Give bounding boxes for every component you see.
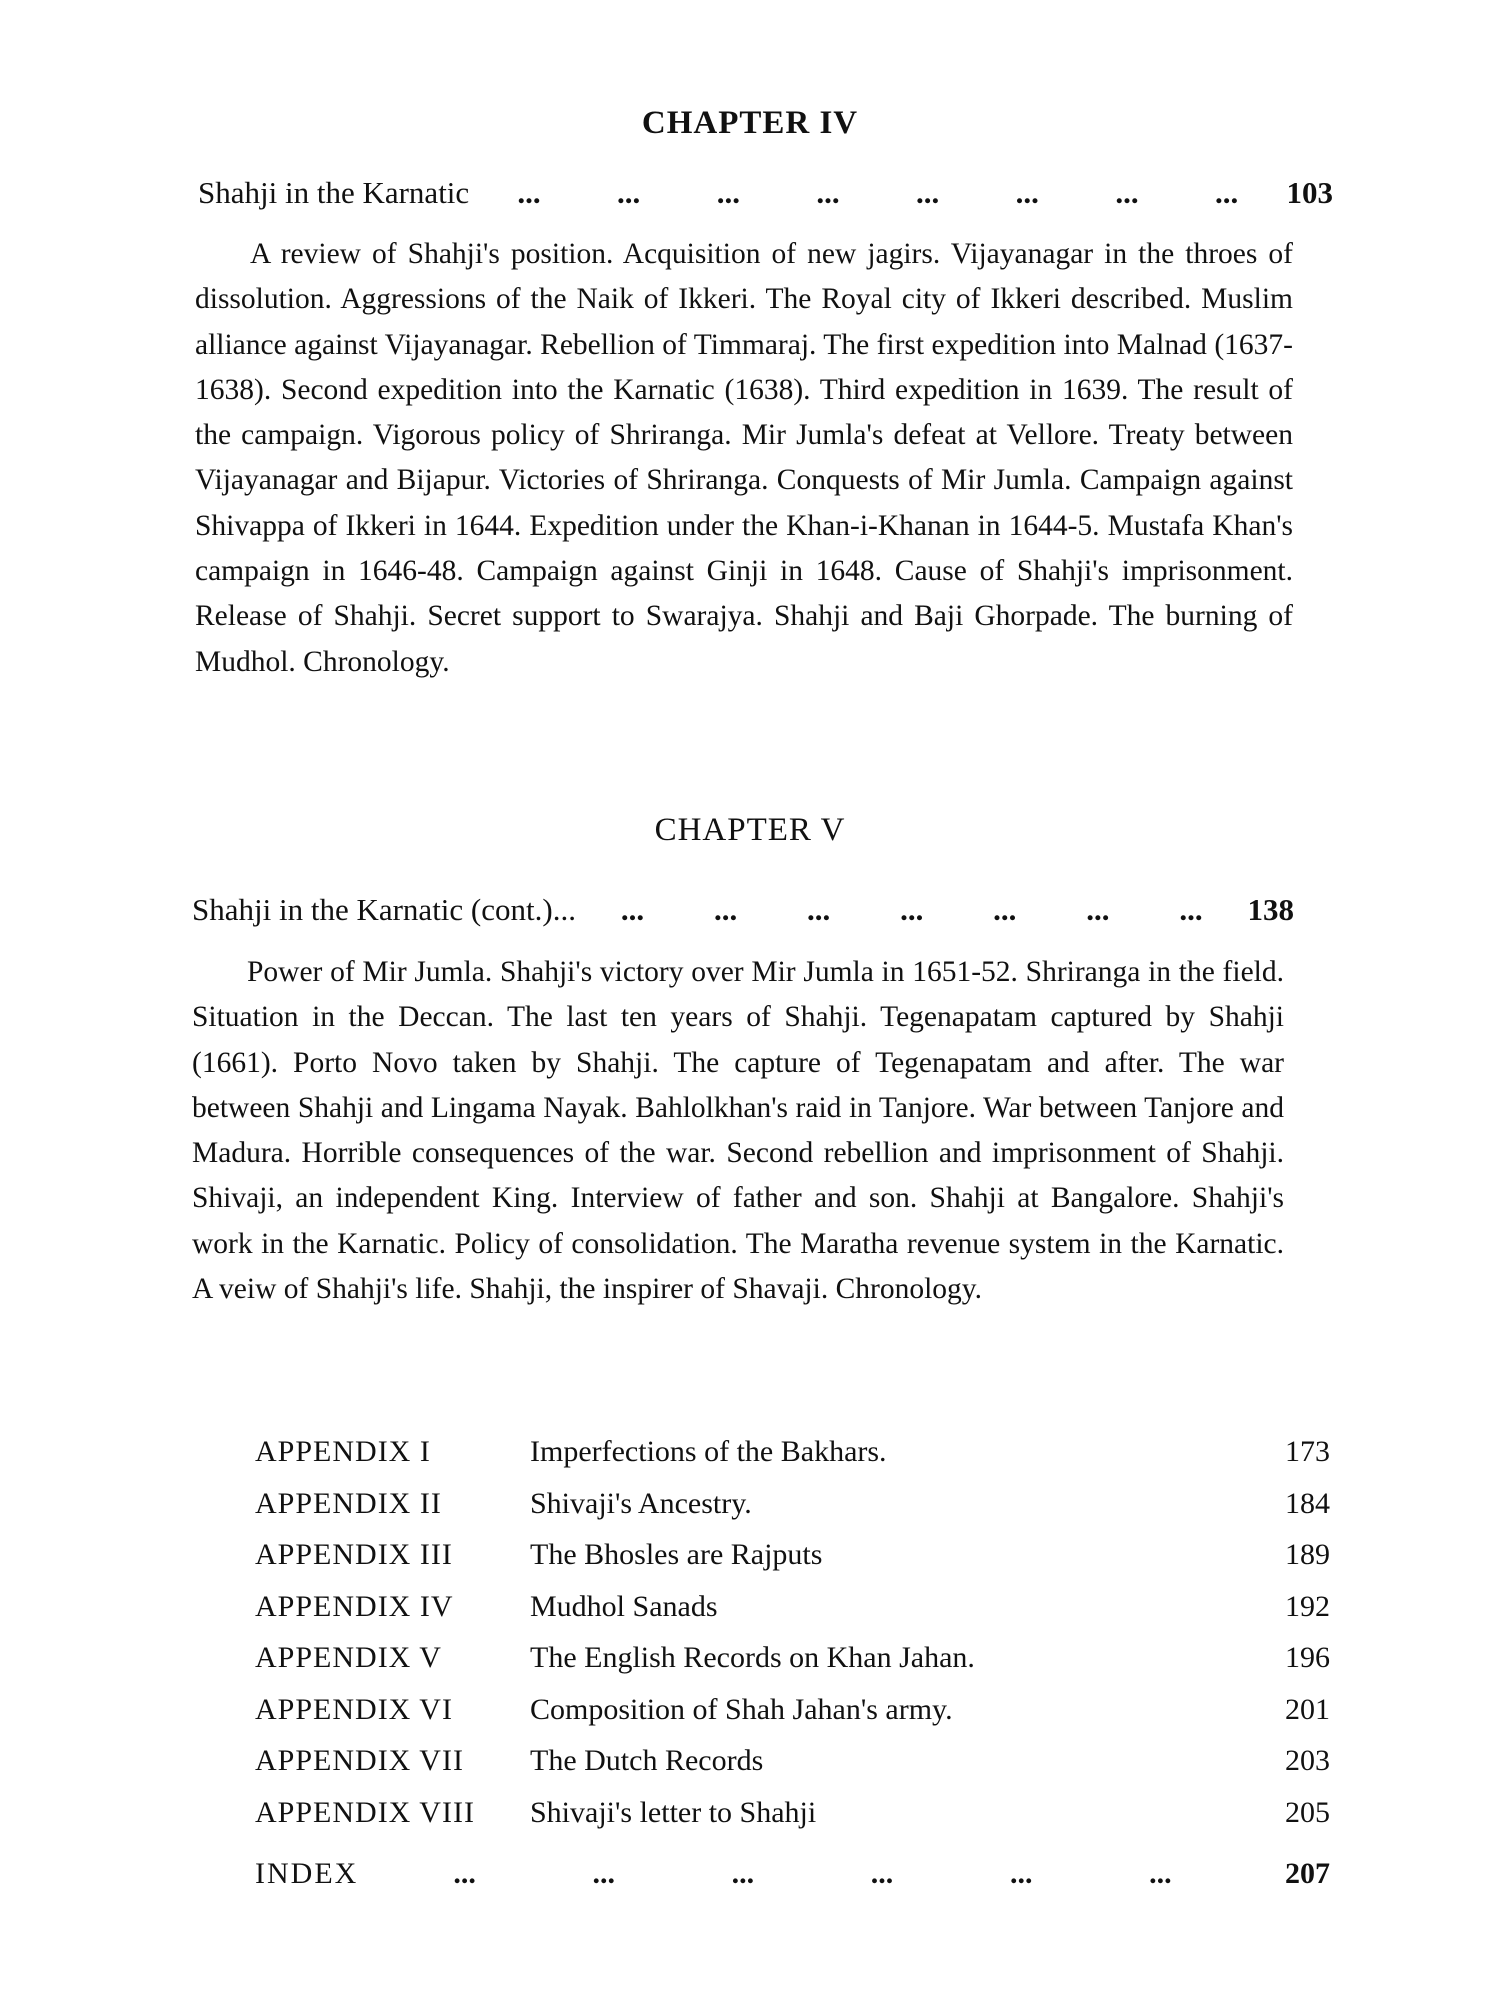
leader-dots <box>395 1857 1250 1891</box>
chapter-iv-heading: CHAPTER IV <box>641 105 859 141</box>
chapter-v-page-number: 138 <box>1247 892 1294 927</box>
appendix-page-number: 173 <box>1285 1435 1330 1468</box>
appendix-row <box>255 1487 1330 1539</box>
appendix-row <box>255 1693 1330 1745</box>
leader-dot: ... <box>592 1857 615 1890</box>
appendix-label: APPENDIX III <box>255 1538 453 1571</box>
leader-dot: ... <box>900 892 924 927</box>
appendix-page-number: 192 <box>1285 1589 1330 1623</box>
leader-dot: ... <box>617 175 641 210</box>
leader-dot: ... <box>731 1857 755 1890</box>
leader-dot: ... <box>916 175 940 210</box>
appendix-label: APPENDIX VIII <box>255 1795 475 1829</box>
appendix-label: APPENDIX V <box>255 1641 442 1674</box>
appendix-row <box>255 1538 1330 1590</box>
appendix-page-number: 196 <box>1285 1641 1330 1674</box>
appendix-list <box>255 1435 1330 1847</box>
appendix-label: APPENDIX I <box>255 1435 431 1468</box>
appendix-page-number: 205 <box>1285 1795 1330 1829</box>
appendix-title: The Bhosles are Rajputs <box>530 1538 823 1571</box>
leader-dot: ... <box>1214 175 1239 210</box>
appendix-page-number: 201 <box>1285 1692 1330 1726</box>
appendix-page-number: 189 <box>1285 1538 1330 1571</box>
chapter-iv-page-number: 103 <box>1286 175 1333 210</box>
appendix-row <box>255 1796 1330 1848</box>
chapter-iv-toc-entry <box>198 175 1333 211</box>
leader-dot: ... <box>1015 175 1039 210</box>
chapter-iv-title: Shahji in the Karnatic <box>198 175 470 210</box>
appendix-title: The Dutch Records <box>530 1744 764 1777</box>
appendix-title: Shivaji's letter to Shahji <box>530 1795 817 1829</box>
leader-dot: ... <box>453 1857 476 1890</box>
appendix-title: Imperfections of the Bakhars. <box>530 1435 887 1468</box>
leader-dot: ... <box>1115 175 1139 210</box>
leader-dot: ... <box>807 892 831 927</box>
appendix-title: Shivaji's Ancestry. <box>530 1486 752 1520</box>
leader-dots <box>469 175 1286 211</box>
leader-dot: ... <box>713 892 738 927</box>
chapter-iv-summary: A review of Shahji's position. Acquisition of new jagirs. Vijayanagar in the throes of dissolution. Aggressions of the Naik of Ikkeri. The Royal city of Ikkeri described. Muslim alliance against Vijayanagar. Rebellion of Timmaraj. The first expedition into Malnad (1637-1638). Second expedition into the Karnatic (1638). Third expedition in 1639. The result of the campaign. Vigorous policy of Shriranga. Mir Jumla's defeat at Vellore. Treaty between Vijayanagar and Bijapur. Victories of Shriranga. Conquests of Mir Jumla. Campaign against Shivappa of Ikkeri in 1644. Expedition under the Khan-i-Khanan in 1644-5. Mustafa Khan's campaign in 1646-48. Campaign against Ginji in 1648. Cause of Shahji's imprisonment. Release of Shahji. Secret support to Swarajya. Shahji and Baji Ghorpade. The burning of Mudhol. Chronology. <box>195 238 1293 678</box>
leader-dot: ... <box>517 175 541 210</box>
appendix-title: The English Records on Khan Jahan. <box>530 1641 975 1674</box>
appendix-label: APPENDIX VII <box>255 1744 464 1777</box>
appendix-row <box>255 1435 1330 1487</box>
appendix-page-number: 203 <box>1285 1744 1330 1777</box>
chapter-v-title: Shahji in the Karnatic (cont.)... <box>192 892 576 927</box>
leader-dot: ... <box>816 175 840 210</box>
appendix-title: Mudhol Sanads <box>530 1589 718 1623</box>
appendix-label: APPENDIX IV <box>255 1589 454 1623</box>
appendix-row <box>255 1744 1330 1796</box>
leader-dot: ... <box>1179 892 1203 927</box>
index-page-number: 207 <box>1285 1857 1330 1890</box>
leader-dot: ... <box>1086 892 1110 927</box>
index-label: INDEX <box>255 1857 359 1890</box>
leader-dot: ... <box>1149 1857 1172 1890</box>
leader-dot: ... <box>870 1857 894 1890</box>
appendix-row <box>255 1590 1330 1642</box>
chapter-v-heading: CHAPTER V <box>654 812 846 848</box>
chapter-v-summary: Power of Mir Jumla. Shahji's victory over Mir Jumla in 1651-52. Shriranga in the field. Situation in the Deccan. The last ten years of Shahji. Tegenapatam captured by Shahji (1661). Porto Novo taken by Shahji. The capture of Tegenapatam and after. The war between Shahji and Lingama Nayak. Bahlolkhan's raid in Tanjore. War between Tanjore and Madura. Horrible consequences of the war. Second rebellion and imprisonment of Shahji. Shivaji, an independent King. Interview of father and son. Shahji at Bangalore. Shahji's work in the Karnatic. Policy of consolidation. The Maratha revenue system in the Karnatic. A veiw of Shahji's life. Shahji, the inspirer of Shavaji. Chronology. <box>192 956 1284 1306</box>
appendix-page-number: 184 <box>1285 1486 1330 1520</box>
leader-dot: ... <box>716 175 740 210</box>
appendix-title: Composition of Shah Jahan's army. <box>530 1692 953 1726</box>
index-entry <box>255 1857 1330 1891</box>
leader-dots <box>576 892 1248 928</box>
leader-dot: ... <box>993 892 1017 927</box>
leader-dot: ... <box>620 892 645 927</box>
appendix-label: APPENDIX VI <box>255 1692 453 1726</box>
chapter-v-toc-entry <box>192 892 1294 928</box>
leader-dot: ... <box>1009 1857 1033 1890</box>
appendix-label: APPENDIX II <box>255 1486 442 1520</box>
appendix-row <box>255 1641 1330 1693</box>
